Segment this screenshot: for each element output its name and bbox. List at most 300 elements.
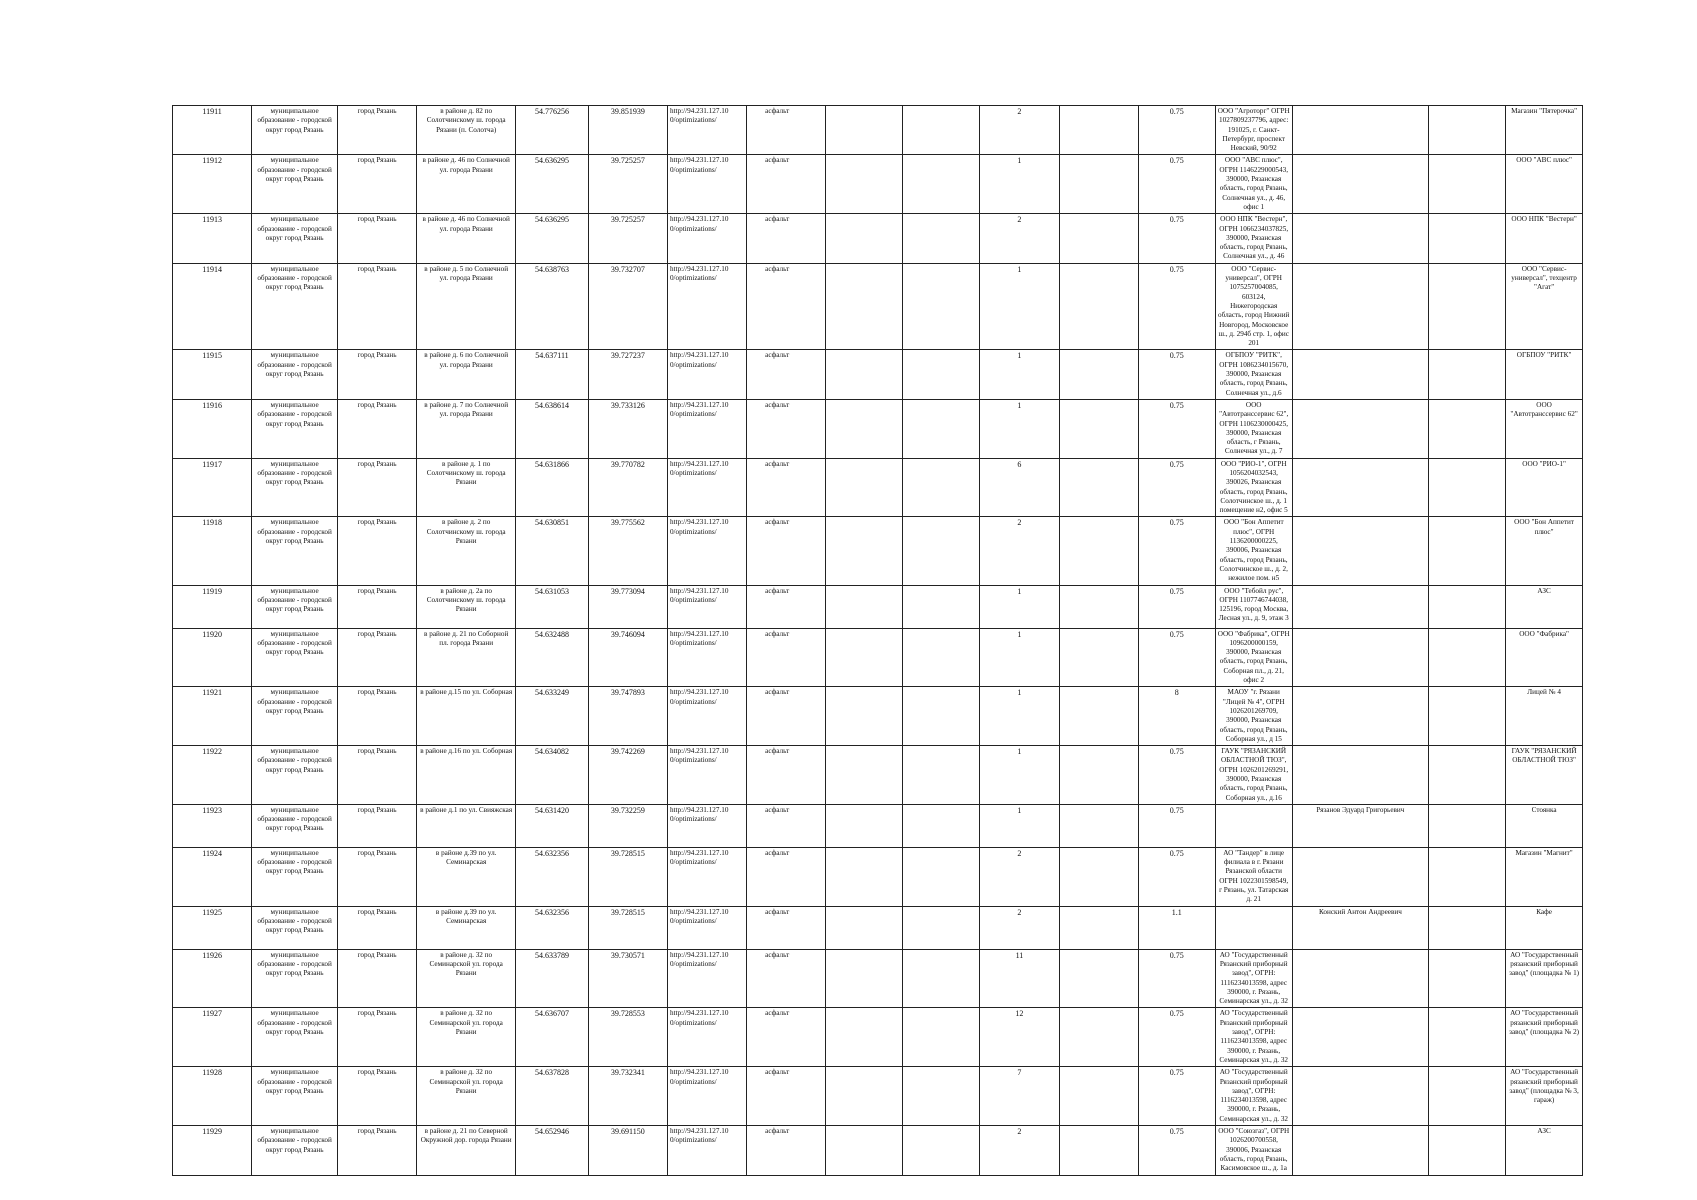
table-body	[173, 106, 1697, 1176]
latitude-cell: 54.632356	[516, 847, 589, 906]
empty-cell	[903, 517, 980, 585]
address-cell: в районе д. 21 по Соборной пл. города Рязани	[417, 628, 516, 687]
municipality-cell: муниципальное образование - городской округ город Рязань	[252, 458, 338, 517]
longitude-cell: 39.747893	[588, 687, 667, 746]
address-cell: в районе д. 46 по Солнечной ул. города Рязани	[417, 155, 516, 214]
empty-cell	[1429, 263, 1506, 350]
surface-cell: асфальт	[747, 263, 826, 350]
address-cell: в районе д. 32 по Семинарской ул. города Рязани	[417, 949, 516, 1008]
table-row	[173, 155, 1697, 214]
empty-cell	[1429, 585, 1506, 628]
city-cell: город Рязань	[337, 1067, 416, 1126]
container-count-cell: 1	[980, 263, 1059, 350]
latitude-cell: 54.630851	[516, 517, 589, 585]
empty-cell	[1059, 517, 1138, 585]
owner-cell: АО "Государственный Рязанский приборный завод", ОГРН: 1116234013598, адрес 390000, г. Рязань, Семинарская ул., д. 32	[1215, 1067, 1292, 1126]
owner-cell: АО "Государственный Рязанский приборный завод", ОГРН: 1116234013598, адрес 390000, г. Рязань, Семинарская ул., д. 32	[1215, 1008, 1292, 1067]
container-volume-cell: 0.75	[1138, 804, 1215, 847]
city-cell: город Рязань	[337, 106, 416, 155]
container-volume-cell: 0.75	[1138, 517, 1215, 585]
waste-source-cell: Магазин "Пятерочка"	[1506, 106, 1583, 155]
surface-cell: асфальт	[747, 458, 826, 517]
empty-cell	[1429, 1067, 1506, 1126]
city-cell: город Рязань	[337, 949, 416, 1008]
empty-cell	[903, 155, 980, 214]
address-cell: в районе д. 32 по Семинарской ул. города Рязани	[417, 1067, 516, 1126]
map-link-cell[interactable]: http://94.231.127.10 0/optimizations/	[667, 746, 746, 805]
empty-cell	[903, 1126, 980, 1175]
empty-cell	[826, 350, 903, 399]
empty-cell	[826, 106, 903, 155]
empty-cell	[903, 746, 980, 805]
row-id-cell: 11913	[173, 214, 252, 263]
empty-cell	[826, 585, 903, 628]
address-cell: в районе д.15 по ул. Соборная	[417, 687, 516, 746]
map-link-cell[interactable]: http://94.231.127.10 0/optimizations/	[667, 847, 746, 906]
container-volume-cell: 0.75	[1138, 585, 1215, 628]
empty-cell	[826, 1008, 903, 1067]
empty-cell	[1059, 746, 1138, 805]
empty-cell	[1429, 628, 1506, 687]
container-volume-cell: 0.75	[1138, 628, 1215, 687]
row-id-cell: 11917	[173, 458, 252, 517]
city-cell: город Рязань	[337, 585, 416, 628]
waste-source-cell: ООО НПК "Вестерн"	[1506, 214, 1583, 263]
longitude-cell: 39.746094	[588, 628, 667, 687]
empty-cell	[1059, 949, 1138, 1008]
row-id-cell: 11927	[173, 1008, 252, 1067]
longitude-cell: 39.725257	[588, 214, 667, 263]
address-cell: в районе д.39 по ул. Семинарская	[417, 906, 516, 949]
waste-source-cell: АО "Государственный рязанский приборный завод" (площадка № 3, гараж)	[1506, 1067, 1583, 1126]
container-volume-cell: 1.1	[1138, 906, 1215, 949]
longitude-cell: 39.773094	[588, 585, 667, 628]
surface-cell: асфальт	[747, 949, 826, 1008]
container-count-cell: 1	[980, 628, 1059, 687]
row-id-cell: 11924	[173, 847, 252, 906]
latitude-cell: 54.636707	[516, 1008, 589, 1067]
empty-cell	[903, 628, 980, 687]
container-count-cell: 2	[980, 1126, 1059, 1175]
municipality-cell: муниципальное образование - городской округ город Рязань	[252, 628, 338, 687]
person-cell	[1292, 585, 1428, 628]
longitude-cell: 39.733126	[588, 399, 667, 458]
empty-cell	[1429, 1008, 1506, 1067]
table-row	[173, 1126, 1697, 1175]
person-cell	[1292, 1008, 1428, 1067]
latitude-cell: 54.631420	[516, 804, 589, 847]
empty-cell	[1429, 804, 1506, 847]
city-cell: город Рязань	[337, 628, 416, 687]
waste-source-cell: ОГБПОУ "РИТК"	[1506, 350, 1583, 399]
empty-cell	[1429, 687, 1506, 746]
person-cell	[1292, 949, 1428, 1008]
row-id-cell: 11915	[173, 350, 252, 399]
row-id-cell: 11916	[173, 399, 252, 458]
container-volume-cell: 0.75	[1138, 949, 1215, 1008]
table-row	[173, 628, 1697, 687]
empty-cell	[1059, 906, 1138, 949]
person-cell	[1292, 263, 1428, 350]
empty-cell	[1429, 214, 1506, 263]
owner-cell: ООО "РИО-1", ОГРН 1056204032543, 390026, Рязанская область, город Рязань, Солотчинское ш., д. 1 помещение н2, офис 5	[1215, 458, 1292, 517]
empty-cell	[903, 263, 980, 350]
longitude-cell: 39.732259	[588, 804, 667, 847]
city-cell: город Рязань	[337, 687, 416, 746]
row-id-cell: 11925	[173, 906, 252, 949]
city-cell: город Рязань	[337, 263, 416, 350]
container-count-cell: 1	[980, 746, 1059, 805]
surface-cell: асфальт	[747, 214, 826, 263]
waste-source-cell: АО "Государственный рязанский приборный завод" (площадка № 1)	[1506, 949, 1583, 1008]
surface-cell: асфальт	[747, 847, 826, 906]
table-row	[173, 350, 1697, 399]
row-id-cell: 11921	[173, 687, 252, 746]
empty-cell	[1429, 106, 1506, 155]
empty-cell	[1059, 399, 1138, 458]
container-volume-cell: 0.75	[1138, 458, 1215, 517]
longitude-cell: 39.725257	[588, 155, 667, 214]
address-cell: в районе д. 2а по Солотчинскому ш. города Рязани	[417, 585, 516, 628]
municipality-cell: муниципальное образование - городской округ город Рязань	[252, 585, 338, 628]
latitude-cell: 54.632488	[516, 628, 589, 687]
empty-cell	[903, 585, 980, 628]
city-cell: город Рязань	[337, 804, 416, 847]
container-volume-cell: 0.75	[1138, 106, 1215, 155]
owner-cell: ООО "Бон Аппетит плюс", ОГРН 1136200000225, 390006, Рязанская область, город Рязань, Солотчинское ш., д. 2, нежилое пом. н5	[1215, 517, 1292, 585]
latitude-cell: 54.776256	[516, 106, 589, 155]
empty-cell	[903, 847, 980, 906]
map-link-cell[interactable]: http://94.231.127.10 0/optimizations/	[667, 585, 746, 628]
municipality-cell: муниципальное образование - городской округ город Рязань	[252, 847, 338, 906]
empty-cell	[826, 517, 903, 585]
map-link-cell[interactable]: http://94.231.127.10 0/optimizations/	[667, 628, 746, 687]
surface-cell: асфальт	[747, 628, 826, 687]
container-count-cell: 1	[980, 585, 1059, 628]
map-link-cell[interactable]: http://94.231.127.10 0/optimizations/	[667, 399, 746, 458]
surface-cell: асфальт	[747, 155, 826, 214]
map-link-cell[interactable]: http://94.231.127.10 0/optimizations/	[667, 1008, 746, 1067]
longitude-cell: 39.851939	[588, 106, 667, 155]
empty-cell	[1059, 847, 1138, 906]
municipality-cell: муниципальное образование - городской округ город Рязань	[252, 949, 338, 1008]
waste-source-cell: ООО "Бон Аппетит плюс"	[1506, 517, 1583, 585]
owner-cell	[1215, 804, 1292, 847]
address-cell: в районе д. 6 по Солнечной ул. города Рязани	[417, 350, 516, 399]
latitude-cell: 54.638763	[516, 263, 589, 350]
longitude-cell: 39.775562	[588, 517, 667, 585]
empty-cell	[903, 214, 980, 263]
table-row	[173, 458, 1697, 517]
municipality-cell: муниципальное образование - городской округ город Рязань	[252, 517, 338, 585]
empty-cell	[1059, 1008, 1138, 1067]
empty-cell	[826, 1126, 903, 1175]
longitude-cell: 39.742269	[588, 746, 667, 805]
row-id-cell: 11929	[173, 1126, 252, 1175]
registry-sheet	[172, 105, 1697, 1176]
map-link-cell[interactable]: http://94.231.127.10 0/optimizations/	[667, 458, 746, 517]
city-cell: город Рязань	[337, 350, 416, 399]
waste-source-cell: Кафе	[1506, 906, 1583, 949]
empty-cell	[826, 746, 903, 805]
empty-cell	[826, 263, 903, 350]
table-row	[173, 263, 1697, 350]
longitude-cell: 39.730571	[588, 949, 667, 1008]
person-cell	[1292, 1126, 1428, 1175]
latitude-cell: 54.633249	[516, 687, 589, 746]
container-count-cell: 12	[980, 1008, 1059, 1067]
row-id-cell: 11923	[173, 804, 252, 847]
municipality-cell: муниципальное образование - городской округ город Рязань	[252, 214, 338, 263]
waste-source-cell: АО "Государственный рязанский приборный завод" (площадка № 2)	[1506, 1008, 1583, 1067]
empty-cell	[903, 906, 980, 949]
empty-cell	[1429, 155, 1506, 214]
municipality-cell: муниципальное образование - городской округ город Рязань	[252, 1126, 338, 1175]
map-link-cell[interactable]: http://94.231.127.10 0/optimizations/	[667, 906, 746, 949]
container-count-cell: 11	[980, 949, 1059, 1008]
empty-cell	[1429, 517, 1506, 585]
latitude-cell: 54.634082	[516, 746, 589, 805]
surface-cell: асфальт	[747, 399, 826, 458]
city-cell: город Рязань	[337, 214, 416, 263]
waste-source-cell: ООО "Фабрика"	[1506, 628, 1583, 687]
table-row	[173, 746, 1697, 805]
municipality-cell: муниципальное образование - городской округ город Рязань	[252, 155, 338, 214]
municipality-cell: муниципальное образование - городской округ город Рязань	[252, 804, 338, 847]
empty-cell	[903, 106, 980, 155]
row-id-cell: 11918	[173, 517, 252, 585]
owner-cell: АО "Государственный Рязанский приборный завод", ОГРН: 1116234013598, адрес 390000, г. Рязань, Семинарская ул., д. 32	[1215, 949, 1292, 1008]
municipality-cell: муниципальное образование - городской округ город Рязань	[252, 106, 338, 155]
empty-cell	[1059, 155, 1138, 214]
waste-source-cell: Стоянка	[1506, 804, 1583, 847]
surface-cell: асфальт	[747, 1067, 826, 1126]
owner-cell: ООО "Тебойл рус", ОГРН 1107746744038, 125196, город Москва, Лесная ул., д. 9, этаж 3	[1215, 585, 1292, 628]
address-cell: в районе д. 2 по Солотчинскому ш. города Рязани	[417, 517, 516, 585]
container-volume-cell: 0.75	[1138, 1067, 1215, 1126]
map-link-cell[interactable]: http://94.231.127.10 0/optimizations/	[667, 155, 746, 214]
row-id-cell: 11912	[173, 155, 252, 214]
row-id-cell: 11922	[173, 746, 252, 805]
person-cell	[1292, 1067, 1428, 1126]
person-cell: Рязанов Эдуард Григорьевич	[1292, 804, 1428, 847]
row-id-cell: 11911	[173, 106, 252, 155]
map-link-cell[interactable]: http://94.231.127.10 0/optimizations/	[667, 517, 746, 585]
table-row	[173, 1067, 1697, 1126]
empty-cell	[903, 458, 980, 517]
latitude-cell: 54.652946	[516, 1126, 589, 1175]
empty-cell	[1059, 1067, 1138, 1126]
waste-source-cell: ГАУК "РЯЗАНСКИЙ ОБЛАСТНОЙ ТЮЗ"	[1506, 746, 1583, 805]
table-row	[173, 214, 1697, 263]
city-cell: город Рязань	[337, 746, 416, 805]
empty-cell	[826, 1067, 903, 1126]
surface-cell: асфальт	[747, 106, 826, 155]
address-cell: в районе д. 32 по Семинарской ул. города Рязани	[417, 1008, 516, 1067]
empty-cell	[1429, 847, 1506, 906]
person-cell	[1292, 214, 1428, 263]
empty-cell	[826, 155, 903, 214]
latitude-cell: 54.636295	[516, 155, 589, 214]
container-count-cell: 1	[980, 350, 1059, 399]
owner-cell: ГАУК "РЯЗАНСКИЙ ОБЛАСТНОЙ ТЮЗ", ОГРН 1026201269291, 390000, Рязанская область, город Рязань, Соборная ул., д.16	[1215, 746, 1292, 805]
table-row	[173, 585, 1697, 628]
city-cell: город Рязань	[337, 906, 416, 949]
person-cell	[1292, 847, 1428, 906]
surface-cell: асфальт	[747, 350, 826, 399]
latitude-cell: 54.636295	[516, 214, 589, 263]
owner-cell: АО "Тандер" в лице филиала в г. Рязани Рязанской области ОГРН 1022301598549, г Рязань, ул. Татарская д. 21	[1215, 847, 1292, 906]
city-cell: город Рязань	[337, 1008, 416, 1067]
surface-cell: асфальт	[747, 517, 826, 585]
empty-cell	[1059, 263, 1138, 350]
container-volume-cell: 0.75	[1138, 1126, 1215, 1175]
map-link-cell[interactable]: http://94.231.127.10 0/optimizations/	[667, 949, 746, 1008]
municipality-cell: муниципальное образование - городской округ город Рязань	[252, 1067, 338, 1126]
container-volume-cell: 8	[1138, 687, 1215, 746]
municipality-cell: муниципальное образование - городской округ город Рязань	[252, 263, 338, 350]
empty-cell	[826, 949, 903, 1008]
surface-cell: асфальт	[747, 687, 826, 746]
empty-cell	[1429, 458, 1506, 517]
person-cell: Конский Антон Андреевич	[1292, 906, 1428, 949]
address-cell: в районе д. 5 по Солнечной ул. города Рязани	[417, 263, 516, 350]
empty-cell	[1059, 628, 1138, 687]
container-count-cell: 2	[980, 517, 1059, 585]
row-id-cell: 11919	[173, 585, 252, 628]
owner-cell: ООО НПК "Вестерн", ОГРН 1066234037825, 390000, Рязанская область, город Рязань, Солнечная ул., д. 46	[1215, 214, 1292, 263]
empty-cell	[826, 399, 903, 458]
empty-cell	[826, 687, 903, 746]
container-count-cell: 6	[980, 458, 1059, 517]
person-cell	[1292, 687, 1428, 746]
person-cell	[1292, 155, 1428, 214]
map-link-cell[interactable]: http://94.231.127.10 0/optimizations/	[667, 1067, 746, 1126]
empty-cell	[903, 1067, 980, 1126]
table-row	[173, 804, 1697, 847]
empty-cell	[826, 458, 903, 517]
latitude-cell: 54.632356	[516, 906, 589, 949]
owner-cell: ООО "Сервис-универсал", ОГРН 1075257004085, 603124, Нижегородская область, город Нижний Новгород, Московское ш., д. 294б стр. 1, офис 201	[1215, 263, 1292, 350]
waste-source-cell: АЗС	[1506, 585, 1583, 628]
container-count-cell: 2	[980, 214, 1059, 263]
container-volume-cell: 0.75	[1138, 399, 1215, 458]
map-link-cell[interactable]: http://94.231.127.10 0/optimizations/	[667, 263, 746, 350]
municipality-cell: муниципальное образование - городской округ город Рязань	[252, 746, 338, 805]
table-row	[173, 906, 1697, 949]
map-link-cell[interactable]: http://94.231.127.10 0/optimizations/	[667, 687, 746, 746]
person-cell	[1292, 399, 1428, 458]
latitude-cell: 54.638614	[516, 399, 589, 458]
container-volume-cell: 0.75	[1138, 847, 1215, 906]
empty-cell	[1059, 106, 1138, 155]
empty-cell	[826, 847, 903, 906]
city-cell: город Рязань	[337, 155, 416, 214]
address-cell: в районе д. 7 по Солнечной ул. города Рязани	[417, 399, 516, 458]
city-cell: город Рязань	[337, 847, 416, 906]
map-link-cell[interactable]: http://94.231.127.10 0/optimizations/	[667, 106, 746, 155]
latitude-cell: 54.637111	[516, 350, 589, 399]
table-row	[173, 687, 1697, 746]
container-count-cell: 1	[980, 687, 1059, 746]
owner-cell: ООО "Агроторг" ОГРН 1027809237796, адрес: 191025, г. Санкт-Петербург, проспект Невский, 90/92	[1215, 106, 1292, 155]
empty-cell	[1429, 949, 1506, 1008]
empty-cell	[1059, 1126, 1138, 1175]
map-link-cell[interactable]: http://94.231.127.10 0/optimizations/	[667, 350, 746, 399]
latitude-cell: 54.631053	[516, 585, 589, 628]
owner-cell: ОГБПОУ "РИТК", ОГРН 1086234015670, 390000, Рязанская область, город Рязань, Солнечная ул., д.6	[1215, 350, 1292, 399]
municipality-cell: муниципальное образование - городской округ город Рязань	[252, 399, 338, 458]
person-cell	[1292, 458, 1428, 517]
surface-cell: асфальт	[747, 1008, 826, 1067]
empty-cell	[1429, 350, 1506, 399]
owner-cell: ООО "АВС плюс", ОГРН 1146229000543, 390000, Рязанская область, город Рязань, Солнечная ул., д. 46, офис 1	[1215, 155, 1292, 214]
empty-cell	[1059, 585, 1138, 628]
table-row	[173, 1008, 1697, 1067]
empty-cell	[1059, 458, 1138, 517]
municipality-cell: муниципальное образование - городской округ город Рязань	[252, 1008, 338, 1067]
person-cell	[1292, 350, 1428, 399]
address-cell: в районе д. 82 по Солотчинскому ш. города Рязани (п. Солотча)	[417, 106, 516, 155]
empty-cell	[1059, 804, 1138, 847]
empty-cell	[826, 214, 903, 263]
longitude-cell: 39.770782	[588, 458, 667, 517]
address-cell: в районе д. 46 по Солнечной ул. города Рязани	[417, 214, 516, 263]
empty-cell	[1429, 1126, 1506, 1175]
row-id-cell: 11928	[173, 1067, 252, 1126]
person-cell	[1292, 106, 1428, 155]
longitude-cell: 39.732707	[588, 263, 667, 350]
container-count-cell: 1	[980, 399, 1059, 458]
empty-cell	[826, 804, 903, 847]
city-cell: город Рязань	[337, 1126, 416, 1175]
empty-cell	[903, 399, 980, 458]
person-cell	[1292, 628, 1428, 687]
empty-cell	[903, 804, 980, 847]
container-count-cell: 7	[980, 1067, 1059, 1126]
owner-cell: ООО "Союзгаз", ОГРН 1026200700558, 390006, Рязанская область, город Рязань, Касимовское ш., д. 1а	[1215, 1126, 1292, 1175]
map-link-cell[interactable]: http://94.231.127.10 0/optimizations/	[667, 1126, 746, 1175]
municipality-cell: муниципальное образование - городской округ город Рязань	[252, 350, 338, 399]
municipality-cell: муниципальное образование - городской округ город Рязань	[252, 906, 338, 949]
waste-source-cell: Лицей № 4	[1506, 687, 1583, 746]
row-id-cell: 11920	[173, 628, 252, 687]
row-id-cell: 11914	[173, 263, 252, 350]
table-row	[173, 847, 1697, 906]
map-link-cell[interactable]: http://94.231.127.10 0/optimizations/	[667, 804, 746, 847]
address-cell: в районе д.1 по ул. Свияжская	[417, 804, 516, 847]
longitude-cell: 39.732341	[588, 1067, 667, 1126]
owner-cell: МАОУ "г. Рязани "Лицей № 4", ОГРН 1026201269709, 390000, Рязанская область, город Рязань, Соборная ул., д 15	[1215, 687, 1292, 746]
waste-source-cell: АЗС	[1506, 1126, 1583, 1175]
owner-cell	[1215, 906, 1292, 949]
longitude-cell: 39.728515	[588, 847, 667, 906]
table-row	[173, 106, 1697, 155]
latitude-cell: 54.633789	[516, 949, 589, 1008]
empty-cell	[1059, 350, 1138, 399]
container-volume-cell: 0.75	[1138, 1008, 1215, 1067]
row-id-cell: 11926	[173, 949, 252, 1008]
container-count-cell: 2	[980, 906, 1059, 949]
container-volume-cell: 0.75	[1138, 350, 1215, 399]
address-cell: в районе д. 1 по Солотчинскому ш. города Рязани	[417, 458, 516, 517]
empty-cell	[826, 906, 903, 949]
empty-cell	[1429, 746, 1506, 805]
map-link-cell[interactable]: http://94.231.127.10 0/optimizations/	[667, 214, 746, 263]
container-volume-cell: 0.75	[1138, 263, 1215, 350]
owner-cell: ООО "Фабрика", ОГРН 1096200000159, 390000, Рязанская область, город Рязань, Соборная пл., д. 21, офис 2	[1215, 628, 1292, 687]
person-cell	[1292, 517, 1428, 585]
